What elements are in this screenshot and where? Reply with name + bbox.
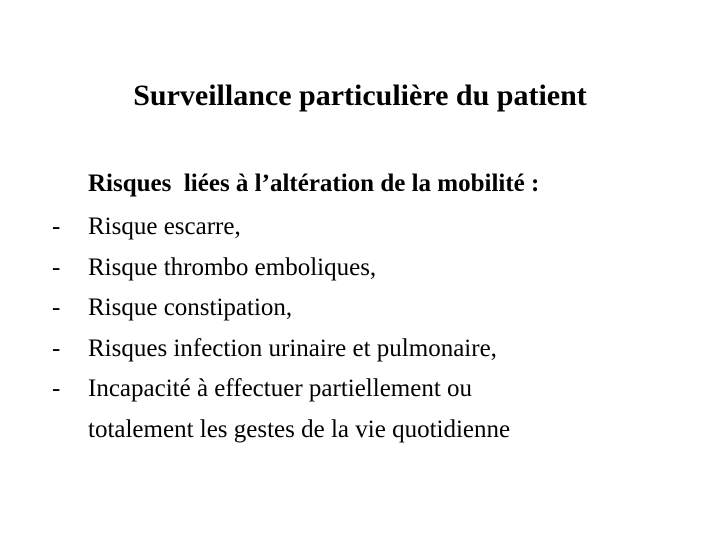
risk-list <box>0 207 510 450</box>
list-item-text: Risques infection urinaire et pulmonaire, <box>88 334 497 362</box>
list-item <box>0 288 510 329</box>
list-item <box>0 207 510 248</box>
list-item <box>0 329 510 370</box>
bullet-dash: - <box>52 294 61 321</box>
list-item-text-continued: totalement les gestes de la vie quotidienne <box>88 415 511 443</box>
list-item-text: Incapacité à effectuer partiellement ou <box>88 375 473 402</box>
bullet-dash: - <box>52 213 61 240</box>
list-item-text: Risque thrombo emboliques, <box>88 253 377 281</box>
bullet-dash: - <box>52 375 61 402</box>
slide-title: Surveillance particulière du patient <box>133 79 587 112</box>
list-item <box>0 369 510 450</box>
list-item <box>0 248 510 289</box>
section-heading: Risques liées à l’altération de la mobilité : <box>88 170 540 197</box>
bullet-dash: - <box>52 334 61 362</box>
list-item-text: Risque constipation, <box>88 294 293 321</box>
bullet-dash: - <box>52 253 61 281</box>
list-item-text: Risque escarre, <box>88 213 241 240</box>
